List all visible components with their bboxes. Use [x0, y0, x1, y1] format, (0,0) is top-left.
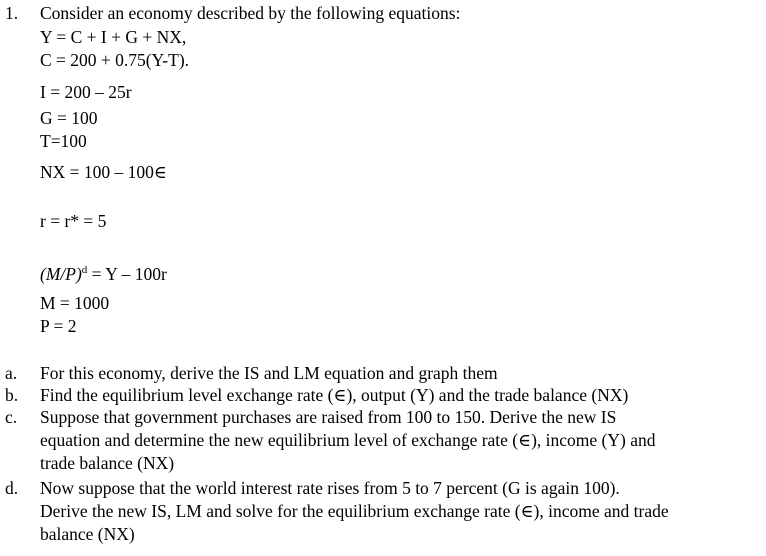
part-d-line-2: Derive the new IS, LM and solve for the equilibrium exchange rate (∈), income and trade: [40, 501, 669, 521]
part-c-line-1: Suppose that government purchases are raised from 100 to 150. Derive the new IS: [40, 407, 617, 427]
part-b-label: b.: [5, 385, 19, 405]
part-d-line-3: balance (NX): [40, 524, 135, 544]
part-c-line-2: equation and determine the new equilibrium level of exchange rate (∈), income (Y) and: [40, 430, 656, 450]
equation-net-exports: NX = 100 – 100∈: [40, 162, 167, 182]
equation-interest-rate: r = r* = 5: [40, 211, 107, 231]
part-c-label: c.: [5, 407, 18, 427]
equation-taxes: T=100: [40, 131, 87, 151]
question-number: 1.: [5, 3, 19, 23]
equation-money-demand: [40, 266, 167, 284]
equation-identity: Y = C + I + G + NX,: [40, 27, 187, 47]
equation-consumption: C = 200 + 0.75(Y-T).: [40, 50, 190, 70]
equation-money-supply: M = 1000: [40, 293, 110, 313]
question-intro: Consider an economy described by the following equations:: [40, 3, 461, 23]
part-d-label: d.: [5, 478, 19, 498]
money-demand-lhs: (M/P): [40, 264, 82, 284]
money-demand-superscript: d: [81, 264, 88, 276]
equation-investment: I = 200 – 25r: [40, 82, 132, 102]
part-d-line-1: Now suppose that the world interest rate rises from 5 to 7 percent (G is again 100).: [40, 478, 620, 498]
part-b-text: Find the equilibrium level exchange rate (∈), output (Y) and the trade balance (NX): [40, 385, 629, 405]
money-demand-rhs: = Y – 100r: [87, 264, 167, 284]
equation-price-level: P = 2: [40, 316, 77, 336]
equation-government: G = 100: [40, 108, 98, 128]
part-a-text: For this economy, derive the IS and LM equation and graph them: [40, 363, 498, 383]
part-a-label: a.: [5, 363, 18, 383]
part-c-line-3: trade balance (NX): [40, 453, 175, 473]
